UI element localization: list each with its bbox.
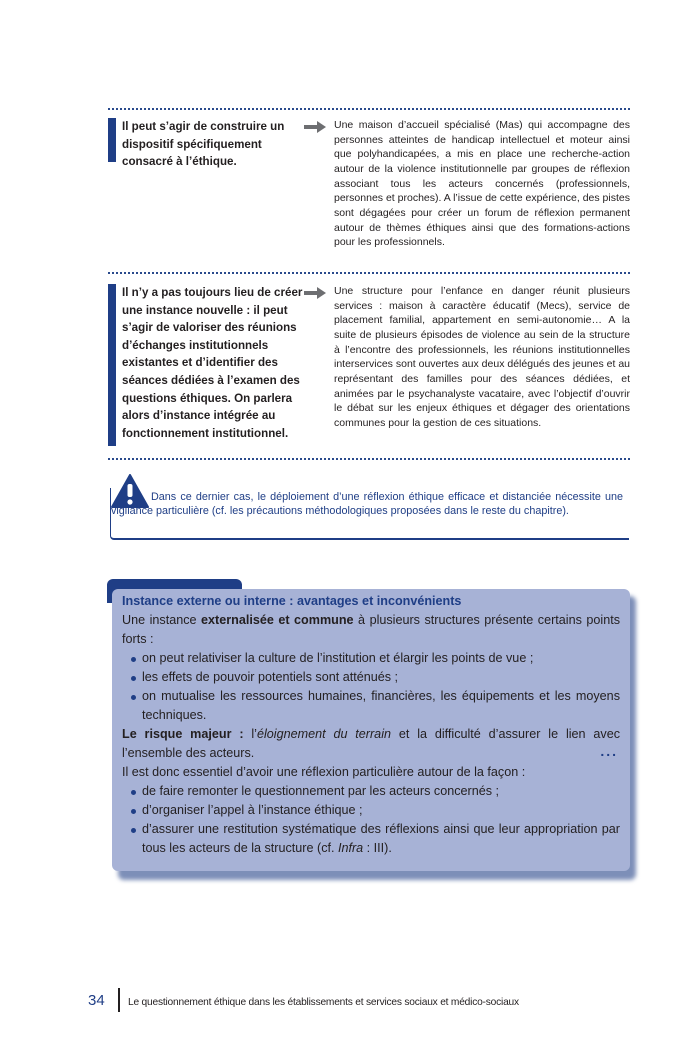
left-accent-bar <box>108 284 116 446</box>
box-title: Instance externe ou interne : avantages et inconvénients <box>122 594 462 608</box>
way-emphasis: Infra <box>337 841 364 855</box>
way-item: d’organiser l’appel à l’instance éthique ; <box>122 801 620 820</box>
arrow-right-icon <box>304 287 326 299</box>
info-box <box>112 589 630 871</box>
intro-text-end: à plusieurs structures présente certains points forts : <box>122 613 620 646</box>
intro-text: Une instance <box>122 613 202 627</box>
way-text: d’assurer une restitution systématique des réflexions ainsi que leur appropriation par tous les acteurs de la structure (cf. <box>142 822 620 855</box>
advantage-item: on peut relativiser la culture de l’institution et élargir les points de vue ; <box>122 649 620 668</box>
advantage-item: on mutualise les ressources humaines, financières, les équipements et les moyens techniques. <box>122 687 620 725</box>
way-item <box>122 820 620 858</box>
separator-bottom <box>108 458 630 460</box>
risk-emphasis: éloignement du terrain <box>256 727 391 741</box>
intro-bold: externalisée et commune <box>201 613 354 627</box>
essential-text: Il est donc essentiel d’avoir une réflexion particulière autour de la façon : <box>122 765 526 779</box>
risk-label: Le risque majeur : <box>122 727 244 741</box>
separator-middle <box>108 272 630 274</box>
footer-divider <box>118 988 120 1012</box>
way-text-end: : III). <box>363 841 392 855</box>
more-indicator: ... <box>600 743 618 759</box>
example-row-1 <box>108 118 630 268</box>
principle-text: Il n’y a pas toujours lieu de créer une instance nouvelle : il peut s’agir de valoriser des réunions d’échanges institutionnels existantes et d’identifier des séances dédiées à l’examen des questions éthiques. On parlera alors d’instance intégrée au fonctionnement institutionnel. <box>122 286 303 440</box>
left-accent-bar <box>108 118 116 162</box>
example-text: Une maison d’accueil spécialisé (Mas) qui accompagne des personnes atteintes de handicap intellectuel et moteur ainsi que polyhandicapées, a mis en place une recherche-action autour de la violence institutionnelle par groupes de réflexion associant tous les acteurs concernés (professionnels, personnes et proches). A l’issue de cette expérience, des pistes sont dégagées pour créer un forum de réflexion permanent autour de thèmes éthiques ainsi que des formations-actions pour les professionnels. <box>334 119 630 249</box>
principle-text: Il peut s’agir de construire un dispositif spécifiquement consacré à l’éthique. <box>122 120 285 169</box>
separator-top <box>108 108 630 110</box>
page-number: 34 <box>88 992 105 1009</box>
warning-text: Dans ce dernier cas, le déploiement d’une réflexion éthique efficace et distanciée nécessite une vigilance particulière (cf. les précautions méthodologiques proposées dans le reste du chapitre). <box>111 491 623 518</box>
example-text: Une structure pour l’enfance en danger réunit plusieurs services : maison à caractère éducatif (Mecs), service de placement familial, appartement en semi-autonomie… A la suite de plusieurs épisodes de violence au sein de la structure à l’encontre des professionnels, les réunions institutionnelles interservices sont ouvertes aux deux délégués des jeunes et au représentant des familles pour des séances dédiées, et animées par le psychanalyste vacataire, avec l’objectif d’ouvrir le débat sur les enjeux éthiques et dégager des orientations communes pour la gestion de ces situations. <box>334 285 630 429</box>
example-row-2 <box>108 284 630 454</box>
arrow-right-icon <box>304 121 326 133</box>
warning-note <box>110 488 629 540</box>
advantage-item: les effets de pouvoir potentiels sont atténués ; <box>122 668 620 687</box>
risk-text: l’ <box>243 727 257 741</box>
risk-paragraph <box>122 725 620 763</box>
way-item: de faire remonter le questionnement par les acteurs concernés ; <box>122 782 620 801</box>
footer-title: Le questionnement éthique dans les établissements et services sociaux et médico-sociaux <box>128 997 519 1008</box>
risk-text-end: et la difficulté d’assurer le lien avec l’ensemble des acteurs. <box>122 727 620 760</box>
box-intro <box>122 611 620 649</box>
